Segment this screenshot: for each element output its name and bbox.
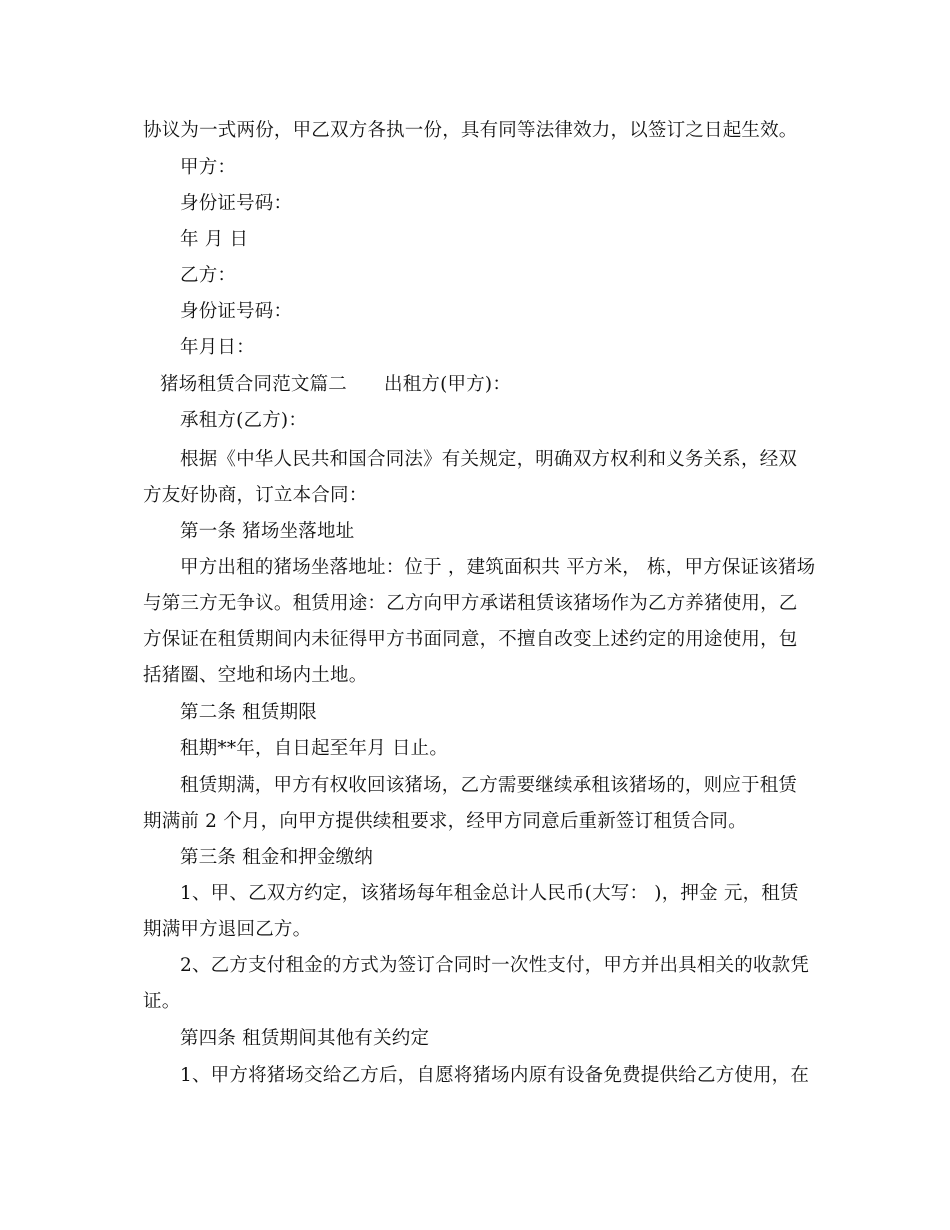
- paragraph-line: 协议为一式两份，甲乙双方各执一份，具有同等法律效力，以签订之日起生效。: [143, 120, 798, 141]
- date-label: 年月日：: [180, 337, 255, 358]
- paragraph-line: 方保证在租赁期间内未征得甲方书面同意，不擅自改变上述约定的用途使用，包: [143, 629, 798, 650]
- lessee-label: 承租方(乙方)：: [180, 410, 308, 431]
- paragraph-line: 证。: [143, 991, 181, 1012]
- paragraph-line: 方友好协商，订立本合同：: [143, 485, 368, 506]
- date-label: 年 月 日: [180, 229, 249, 250]
- paragraph-line: 租赁期满，甲方有权收回该猪场，乙方需要继续承租该猪场的，则应于租赁: [180, 775, 798, 796]
- article-heading: 第一条 猪场坐落地址: [180, 521, 355, 542]
- section-title: 猪场租赁合同范文篇二: [160, 374, 348, 395]
- paragraph-line: 根据《中华人民共和国合同法》有关规定，明确双方权利和义务关系，经双: [180, 449, 798, 470]
- article-heading: 第四条 租赁期间其他有关约定: [180, 1028, 430, 1049]
- paragraph-line: 1、甲、乙双方约定，该猪场每年租金总计人民币(大写： )，押金 元，租赁: [180, 883, 799, 904]
- lessor-label: 出租方(甲方)：: [384, 374, 512, 395]
- party-a-label: 甲方：: [180, 157, 237, 178]
- paragraph-line: 与第三方无争议。租赁用途：乙方向甲方承诺租赁该猪场作为乙方养猪使用，乙: [143, 593, 798, 614]
- id-number-label: 身份证号码：: [180, 301, 293, 322]
- id-number-label: 身份证号码：: [180, 193, 293, 214]
- article-heading: 第三条 租金和押金缴纳: [180, 847, 374, 868]
- article-heading: 第二条 租赁期限: [180, 702, 317, 723]
- paragraph-line: 括猪圈、空地和场内土地。: [143, 665, 368, 686]
- paragraph-line: 租期**年，自日起至年月 日止。: [180, 738, 449, 759]
- paragraph-line: 期满甲方退回乙方。: [143, 919, 312, 940]
- paragraph-line: 甲方出租的猪场坐落地址：位于 ，建筑面积共 平方米， 栋，甲方保证该猪场: [180, 557, 816, 578]
- paragraph-line: 1、甲方将猪场交给乙方后，自愿将猪场内原有设备免费提供给乙方使用，在: [180, 1065, 810, 1086]
- paragraph-line: 2、乙方支付租金的方式为签订合同时一次性支付，甲方并出具相关的收款凭: [180, 955, 810, 976]
- paragraph-line: 期满前 2 个月，向甲方提供续租要求，经甲方同意后重新签订租赁合同。: [143, 811, 747, 832]
- party-b-label: 乙方：: [180, 265, 237, 286]
